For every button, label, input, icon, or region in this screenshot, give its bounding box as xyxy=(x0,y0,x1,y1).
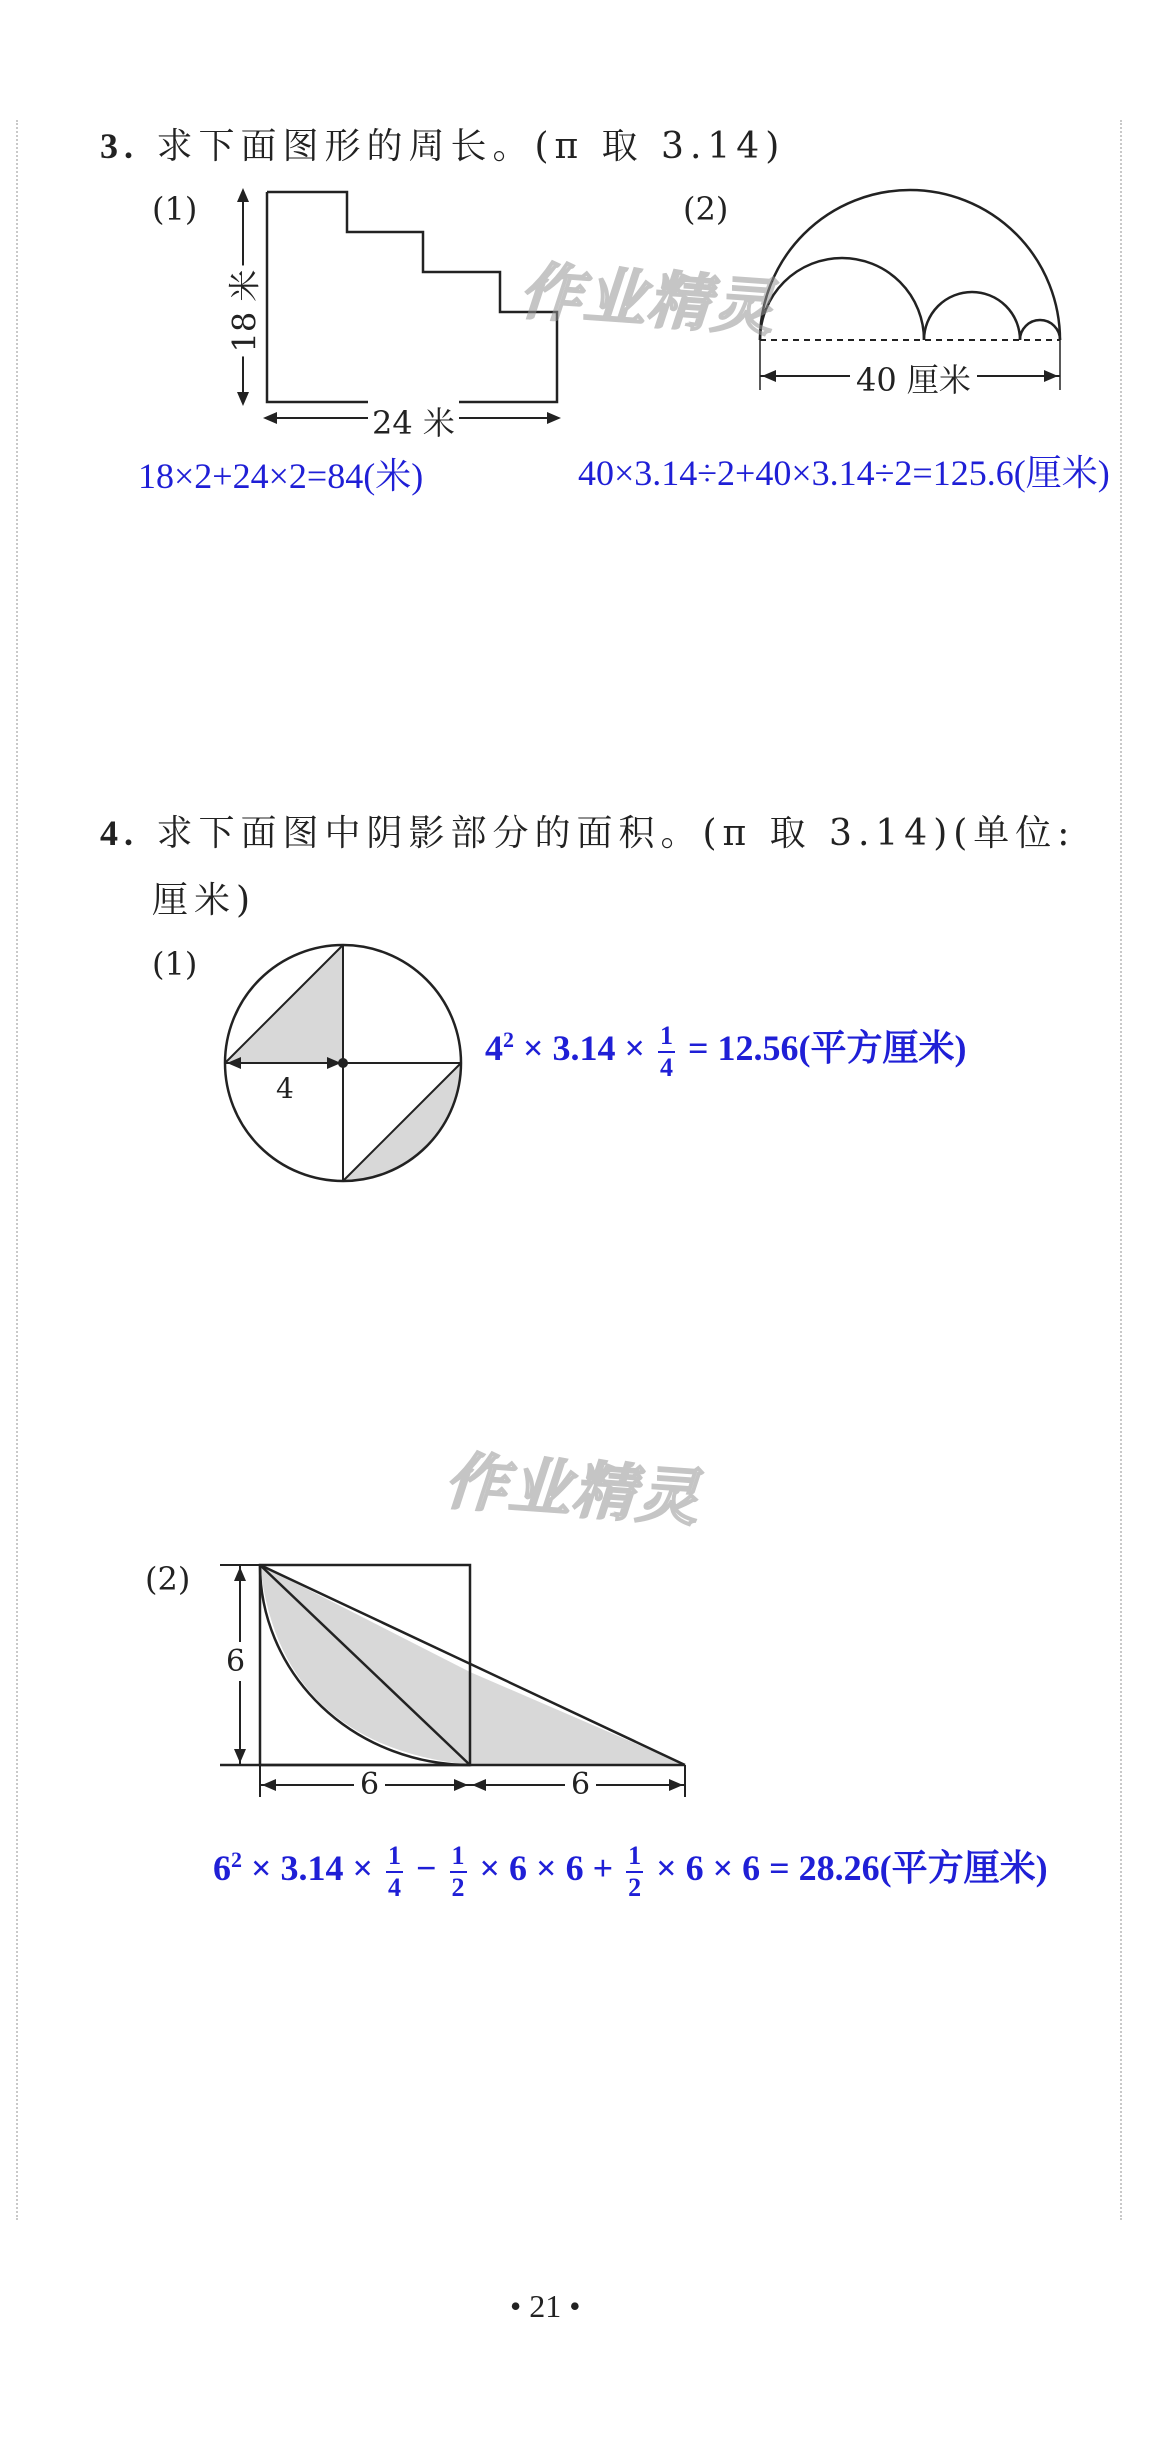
fig1-height-label: 18 米 xyxy=(219,266,265,357)
q4-answer-2 xyxy=(213,1840,1048,1901)
medium-semicircle-2 xyxy=(924,292,1020,340)
base-left-arrow-l xyxy=(262,1779,276,1791)
q4a2-f2-num: 1 xyxy=(450,1843,467,1873)
right-margin-rule xyxy=(1120,120,1122,2220)
q3-sub1-label: (1) xyxy=(152,190,198,228)
q4a1-mid: × 3.14 × xyxy=(514,1028,655,1068)
small-semicircle-3 xyxy=(1020,320,1060,340)
q4a2-part3: × 6 × 6 + xyxy=(470,1848,623,1888)
question-3 xyxy=(100,118,785,169)
question-3-number: 3. xyxy=(100,126,139,166)
question-3-text: 求下面图形的周长。(π 取 3.14) xyxy=(156,126,786,167)
q4a2-fraction-2 xyxy=(450,1840,467,1902)
q4a1-fraction xyxy=(658,1020,675,1082)
q4-figure-1-circle xyxy=(215,935,475,1195)
question-4-text-line1: 求下面图中阴影部分的面积。(π 取 3.14)(单位: xyxy=(156,813,1076,854)
q4-fig2-height-label: 6 xyxy=(226,1644,246,1679)
height-arrow-top xyxy=(237,188,249,202)
q4-sub1-label: (1) xyxy=(152,945,198,983)
base-left-arrow-r xyxy=(454,1779,468,1791)
q4-fig2-base-left-label: 6 xyxy=(354,1767,385,1802)
base-right-arrow-r xyxy=(669,1779,683,1791)
q3-answer-2: 40×3.14÷2+40×3.14÷2=125.6(厘米) xyxy=(578,453,1110,493)
q4a2-part4: × 6 × 6 = 28.26(平方厘米) xyxy=(647,1848,1048,1888)
question-4-number: 4. xyxy=(100,813,139,853)
q4a2-f3-den: 2 xyxy=(628,1872,642,1902)
q4-answer-1 xyxy=(485,1020,967,1081)
medium-semicircle-1 xyxy=(760,258,924,340)
height-arrow-top xyxy=(234,1567,246,1581)
fig2-width-label: 40 厘米 xyxy=(850,355,977,401)
q4-sub2-label: (2) xyxy=(145,1560,191,1598)
question-4-text-line2: 厘米) xyxy=(152,880,257,921)
q4a2-part1: × 3.14 × xyxy=(242,1848,383,1888)
q4a2-fraction-1 xyxy=(386,1840,403,1902)
q4a1-exp: 2 xyxy=(503,1027,514,1052)
q4-fig1-radius-label: 4 xyxy=(272,1072,298,1105)
q4-fig2-base-right-label: 6 xyxy=(565,1767,596,1802)
width-arrow-left xyxy=(263,412,277,424)
q4-figure-2-square xyxy=(215,1545,695,1810)
base-right-arrow-l xyxy=(472,1779,486,1791)
watermark-2: 作业精灵 xyxy=(442,1444,703,1535)
q3-sub2-label: (2) xyxy=(683,190,729,228)
diameter-arrow-right xyxy=(1044,370,1058,382)
watermark-1: 作业精灵 xyxy=(517,254,778,345)
height-arrow-bottom xyxy=(234,1749,246,1763)
q4a1-base: 4 xyxy=(485,1028,503,1068)
q4a2-part2: − xyxy=(407,1848,446,1888)
q4a1-result: = 12.56(平方厘米) xyxy=(679,1028,967,1068)
height-arrow-bottom xyxy=(237,392,249,406)
q4a1-frac-num: 1 xyxy=(658,1023,675,1053)
page-number: • 21 • xyxy=(510,2288,581,2324)
fig1-width-label: 24 米 xyxy=(368,398,459,444)
q4a2-fraction-3 xyxy=(626,1840,643,1902)
staircase-outline xyxy=(267,192,557,402)
q4a2-f1-den: 4 xyxy=(388,1872,402,1902)
width-arrow-right xyxy=(547,412,561,424)
center-dot xyxy=(338,1058,348,1068)
q4a2-f2-den: 2 xyxy=(451,1872,465,1902)
q4a2-exp: 2 xyxy=(231,1847,242,1872)
diameter-arrow-left xyxy=(762,370,776,382)
q4a2-f3-num: 1 xyxy=(626,1843,643,1873)
left-margin-rule xyxy=(16,120,18,2220)
q4a2-f1-num: 1 xyxy=(386,1843,403,1873)
q4a2-base: 6 xyxy=(213,1848,231,1888)
question-4 xyxy=(100,805,1075,856)
q4a1-frac-den: 4 xyxy=(660,1052,674,1082)
q3-answer-1: 18×2+24×2=84(米) xyxy=(138,456,424,496)
